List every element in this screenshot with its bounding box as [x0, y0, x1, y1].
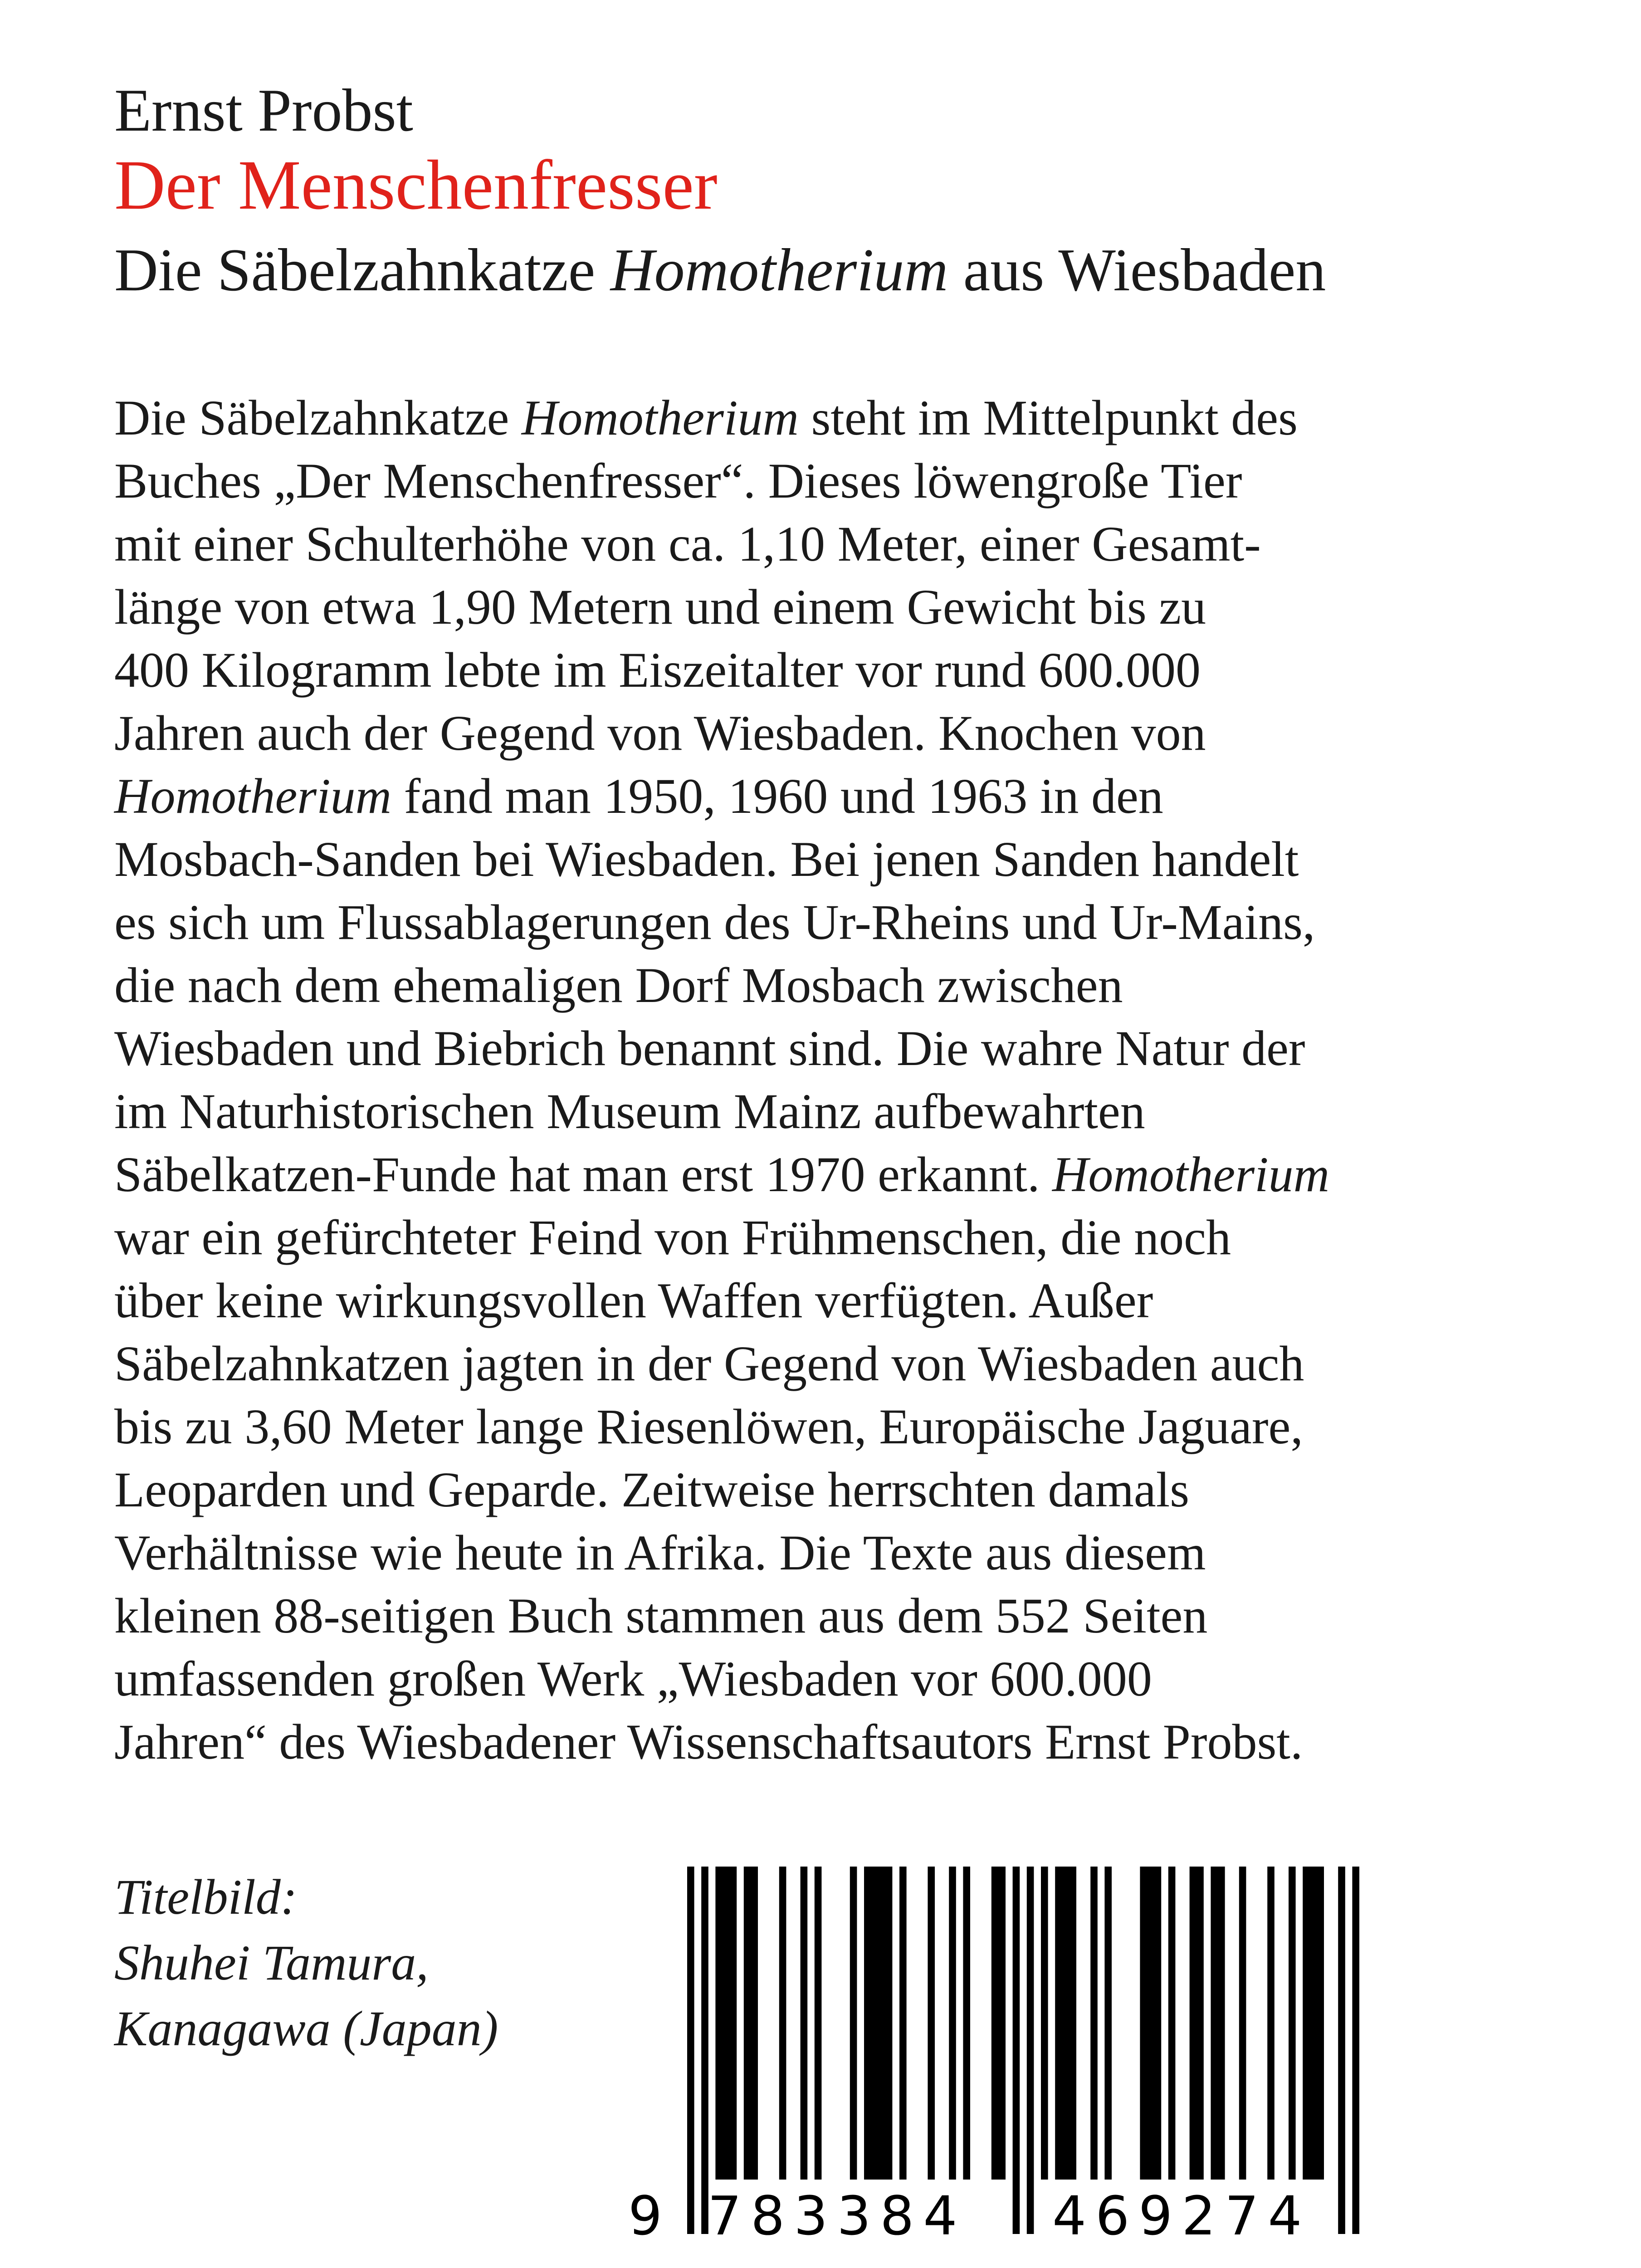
blurb-line: [114, 765, 1548, 828]
blurb-line: die nach dem ehemaligen Dorf Mosbach zwischen: [114, 958, 1123, 1013]
blurb-line: es sich um Flussablagerungen des Ur-Rheins und Ur-Mains,: [114, 894, 1315, 950]
subtitle-part-2: aus Wiesbaden: [948, 236, 1326, 303]
blurb-line: war ein gefürchteter Feind von Frühmenschen, die noch: [114, 1210, 1231, 1265]
barcode-bar: [1041, 1867, 1048, 2180]
barcode-bar: [850, 1867, 857, 2180]
blurb-line: Leoparden und Geparde. Zeitweise herrschten damals: [114, 1462, 1190, 1517]
blurb-line: Jahren“ des Wiesbadener Wissenschaftsautors Ernst Probst.: [114, 1714, 1303, 1769]
barcode-bar: [1090, 1867, 1098, 2180]
barcode-bar: [1303, 1867, 1324, 2180]
barcode-first-digit: 9: [628, 2185, 663, 2247]
barcode-bar: [1267, 1867, 1275, 2180]
blurb-line: [114, 1143, 1548, 1206]
blurb-line: im Naturhistorischen Museum Mainz aufbewahrten: [114, 1084, 1145, 1139]
isbn-barcode: [628, 1867, 1363, 2252]
barcode-guard-bar: [1352, 1867, 1359, 2234]
barcode-bar: [744, 1867, 758, 2180]
author-name: Ernst Probst: [114, 77, 413, 144]
blurb-line: kleinen 88-seitigen Buch stammen aus dem 552 Seiten: [114, 1588, 1208, 1643]
barcode-bar: [1168, 1867, 1176, 2180]
barcode-left-digits: 783384: [708, 2185, 967, 2247]
barcode-bar: [815, 1867, 822, 2180]
blurb-line: Buches „Der Menschenfresser“. Dieses löwengroße Tier: [114, 453, 1242, 508]
barcode-bar: [715, 1867, 737, 2180]
blurb-line: 400 Kilogramm lebte im Eiszeitalter vor rund 600.000: [114, 642, 1201, 698]
barcode-guard-bar: [1013, 1867, 1020, 2234]
barcode-right-digits: 469274: [1052, 2185, 1311, 2247]
blurb-line: Wiesbaden und Biebrich benannt sind. Die wahre Natur der: [114, 1021, 1305, 1076]
blurb-line: Säbelzahnkatzen jagten in der Gegend von Wiesbaden auch: [114, 1336, 1304, 1391]
credit-label: Titelbild:: [114, 1869, 298, 1925]
blurb-italic-run: Homotherium: [521, 390, 799, 445]
barcode-bar: [928, 1867, 935, 2180]
blurb-line: mit einer Schulterhöhe von ca. 1,10 Meter, einer Gesamt-: [114, 516, 1261, 572]
barcode-bar: [1211, 1867, 1225, 2180]
barcode-bar: [779, 1867, 786, 2180]
blurb-line: über keine wirkungsvollen Waffen verfügten. Außer: [114, 1273, 1153, 1328]
barcode-bar: [864, 1867, 892, 2180]
blurb-line: Verhältnisse wie heute in Afrika. Die Texte aus diesem: [114, 1525, 1206, 1580]
blurb-text-run: steht im Mittelpunkt des: [798, 390, 1298, 445]
barcode-bar: [1289, 1867, 1296, 2180]
blurb-line: bis zu 3,60 Meter lange Riesenlöwen, Europäische Jaguare,: [114, 1399, 1303, 1454]
barcode-bar: [949, 1867, 956, 2180]
blurb-line: [114, 386, 1548, 450]
subtitle-italic: Homotherium: [610, 236, 948, 303]
credit-place: Kanagawa (Japan): [114, 2001, 498, 2056]
barcode-bar: [899, 1867, 907, 2180]
barcode-guard-bar: [1338, 1867, 1345, 2234]
blurb-line: umfassenden großen Werk „Wiesbaden vor 600.000: [114, 1651, 1152, 1706]
book-subtitle: [114, 236, 1326, 304]
blurb-line: Jahren auch der Gegend von Wiesbaden. Knochen von: [114, 705, 1206, 761]
barcode-bar: [1104, 1867, 1112, 2180]
barcode-bar: [801, 1867, 808, 2180]
blurb-line: länge von etwa 1,90 Metern und einem Gewicht bis zu: [114, 579, 1206, 635]
barcode-bar: [991, 1867, 1006, 2180]
barcode-guard-bar: [701, 1867, 708, 2234]
barcode-guard-bar: [687, 1867, 694, 2234]
barcode-bar: [1055, 1867, 1076, 2180]
blurb-italic-run: Homotherium: [114, 768, 392, 824]
blurb-text-run: fand man 1950, 1960 und 1963 in den: [391, 768, 1163, 824]
blurb-text-run: Die Säbelzahnkatze: [114, 390, 522, 445]
barcode-bar: [1239, 1867, 1246, 2180]
blurb-italic-run: Homotherium: [1052, 1147, 1330, 1202]
barcode-bar: [963, 1867, 970, 2180]
blurb-text-run: Säbelkatzen-Funde hat man erst 1970 erkannt.: [114, 1147, 1052, 1202]
subtitle-part-1: Die Säbelzahnkatze: [114, 236, 610, 303]
barcode-guard-bar: [1027, 1867, 1034, 2234]
blurb-line: Mosbach-Sanden bei Wiesbaden. Bei jenen Sanden handelt: [114, 831, 1299, 887]
credit-name: Shuhei Tamura,: [114, 1935, 429, 1990]
book-title: Der Menschenfresser: [114, 146, 718, 224]
barcode-bar: [1140, 1867, 1161, 2180]
cover-image-credit: [114, 1864, 498, 2062]
blurb-text: [114, 386, 1548, 1774]
barcode-bar: [1190, 1867, 1204, 2180]
